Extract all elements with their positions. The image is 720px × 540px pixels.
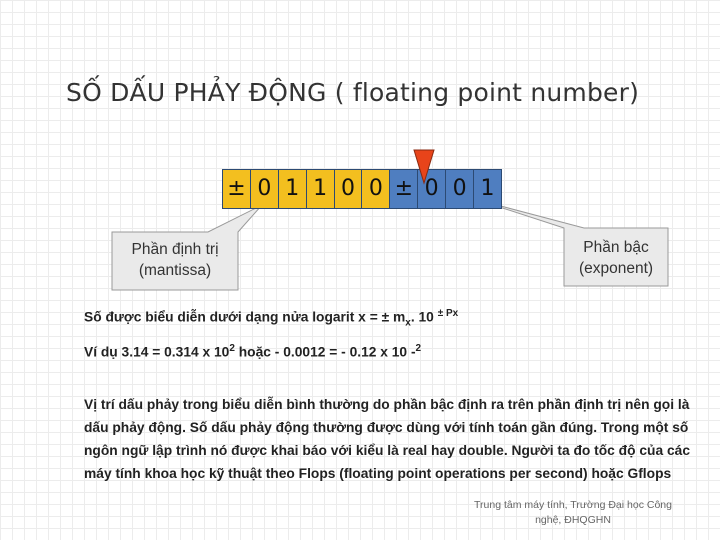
example-mid: hoặc - 0.0012 = - 0.12 x 10 - [234,344,416,360]
formula-text: Số được biểu diễn dưới dạng nửa logarit x = ± m [84,309,406,325]
exponent-label-line1: Phần bậc [583,239,649,256]
mantissa-label-line2: (mantissa) [138,262,212,279]
formula-mid: . 10 [410,309,434,325]
exponent-bit-cell: 0 [418,170,446,208]
mantissa-bit-cell: 0 [335,170,363,208]
footer-line1: Trung tâm máy tính, Trường Đại học Công [474,499,672,511]
mantissa-bit-cell: 0 [362,170,390,208]
mantissa-bit-cell: 1 [307,170,335,208]
exponent-label [564,237,668,279]
description-paragraph: Vị trí dấu phảy trong biểu diễn bình thường do phần bậc định ra trên phần định trị nên gọi là dấu phảy động. Số dấu phảy động thường được dùng với tính toán gần đúng. Trong một số ngôn ngữ lập trình nó được khai báo với kiểu là real hay double. Người ta đo tốc độ của các máy tính khoa học kỹ thuật theo Flops (floating point operations per second) hoặc Gflops [84,397,690,481]
formula-line [84,308,458,328]
exponent-bit-cell: 1 [474,170,501,208]
example-superscript-1: 2 [229,343,235,354]
example-superscript-2: 2 [415,343,422,354]
formula-subscript: x [405,317,411,329]
mantissa-label [112,239,238,281]
mantissa-label-line1: Phần định trị [131,241,219,258]
example-line [84,343,421,360]
slide-title: SỐ DẤU PHẢY ĐỘNG ( floating point number) [66,78,640,107]
footer [466,498,680,528]
bit-field [222,169,502,209]
binary-point-marker-icon [413,149,435,187]
footer-line2: nghệ, ĐHQGHN [535,514,611,526]
mantissa-bit-cell: 0 [251,170,279,208]
exponent-bit-cell: 0 [446,170,474,208]
mantissa-bit-cell: 1 [279,170,307,208]
exponent-bit-cell: ± [390,170,418,208]
exponent-label-line2: (exponent) [578,260,654,277]
formula-superscript: ± Px [437,308,459,319]
example-text: Ví dụ 3.14 = 0.314 x 10 [84,344,230,360]
mantissa-bit-cell: ± [223,170,251,208]
